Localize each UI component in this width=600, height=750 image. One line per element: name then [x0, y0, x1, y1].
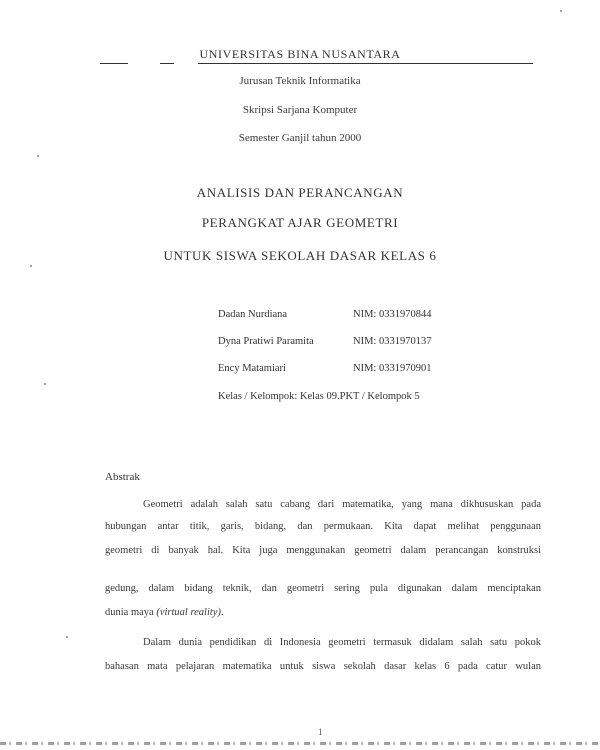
- paragraph-line: geometri di banyak hal. Kita juga menggunakan geometri dalam perancangan konstruksi: [105, 545, 541, 556]
- abstract-heading: Abstrak: [105, 471, 140, 483]
- header-rule-segment: [160, 63, 174, 64]
- paragraph-line: gedung, dalam bidang teknik, dan geometri sering pula digunakan dalam menciptakan: [105, 583, 541, 594]
- scan-speck: [37, 155, 39, 157]
- header-rule: [198, 63, 533, 64]
- semester-line: Semester Ganjil tahun 2000: [238, 132, 362, 144]
- author-name: Dadan Nurdiana: [218, 309, 288, 320]
- header-rule-segment: [100, 63, 128, 64]
- scan-artifact: [0, 742, 600, 745]
- program-line: Skripsi Sarjana Komputer: [242, 104, 358, 116]
- scan-speck: [560, 10, 562, 12]
- class-group-line: Kelas / Kelompok: Kelas 09.PKT / Kelompok 5: [218, 391, 420, 402]
- page-number: 1: [318, 727, 323, 737]
- title-line-2: PERANGKAT AJAR GEOMETRI: [201, 215, 399, 230]
- author-nim: NIM: 0331970844: [353, 309, 432, 320]
- department-line: Jurusan Teknik Informatika: [239, 75, 361, 87]
- author-name: Dyna Pratiwi Paramita: [218, 336, 314, 347]
- university-name: UNIVERSITAS BINA NUSANTARA: [199, 47, 401, 61]
- paragraph-line: hubungan antar titik, garis, bidang, dan permukaan. Kita dapat melihat penggunaan: [105, 521, 541, 532]
- paragraph-line: Dalam dunia pendidikan di Indonesia geometri termasuk didalam salah satu pokok: [143, 637, 541, 648]
- scan-speck: [44, 383, 46, 385]
- scan-speck: [66, 636, 68, 638]
- title-line-1: ANALISIS DAN PERANCANGAN: [196, 185, 404, 200]
- author-nim: NIM: 0331970901: [353, 363, 432, 374]
- paragraph-line: Geometri adalah salah satu cabang dari matematika, yang mana dikhususkan pada: [143, 499, 541, 510]
- italic-term: (virtual reality): [156, 607, 221, 618]
- author-name: Ency Matamiari: [218, 363, 286, 374]
- title-line-3: UNTUK SISWA SEKOLAH DASAR KELAS 6: [163, 248, 437, 263]
- author-nim: NIM: 0331970137: [353, 336, 432, 347]
- paragraph-line: dunia maya (virtual reality).: [105, 607, 224, 618]
- scan-speck: [30, 265, 32, 267]
- paragraph-line: bahasan mata pelajaran matematika untuk siswa sekolah dasar kelas 6 pada catur wulan: [105, 661, 541, 672]
